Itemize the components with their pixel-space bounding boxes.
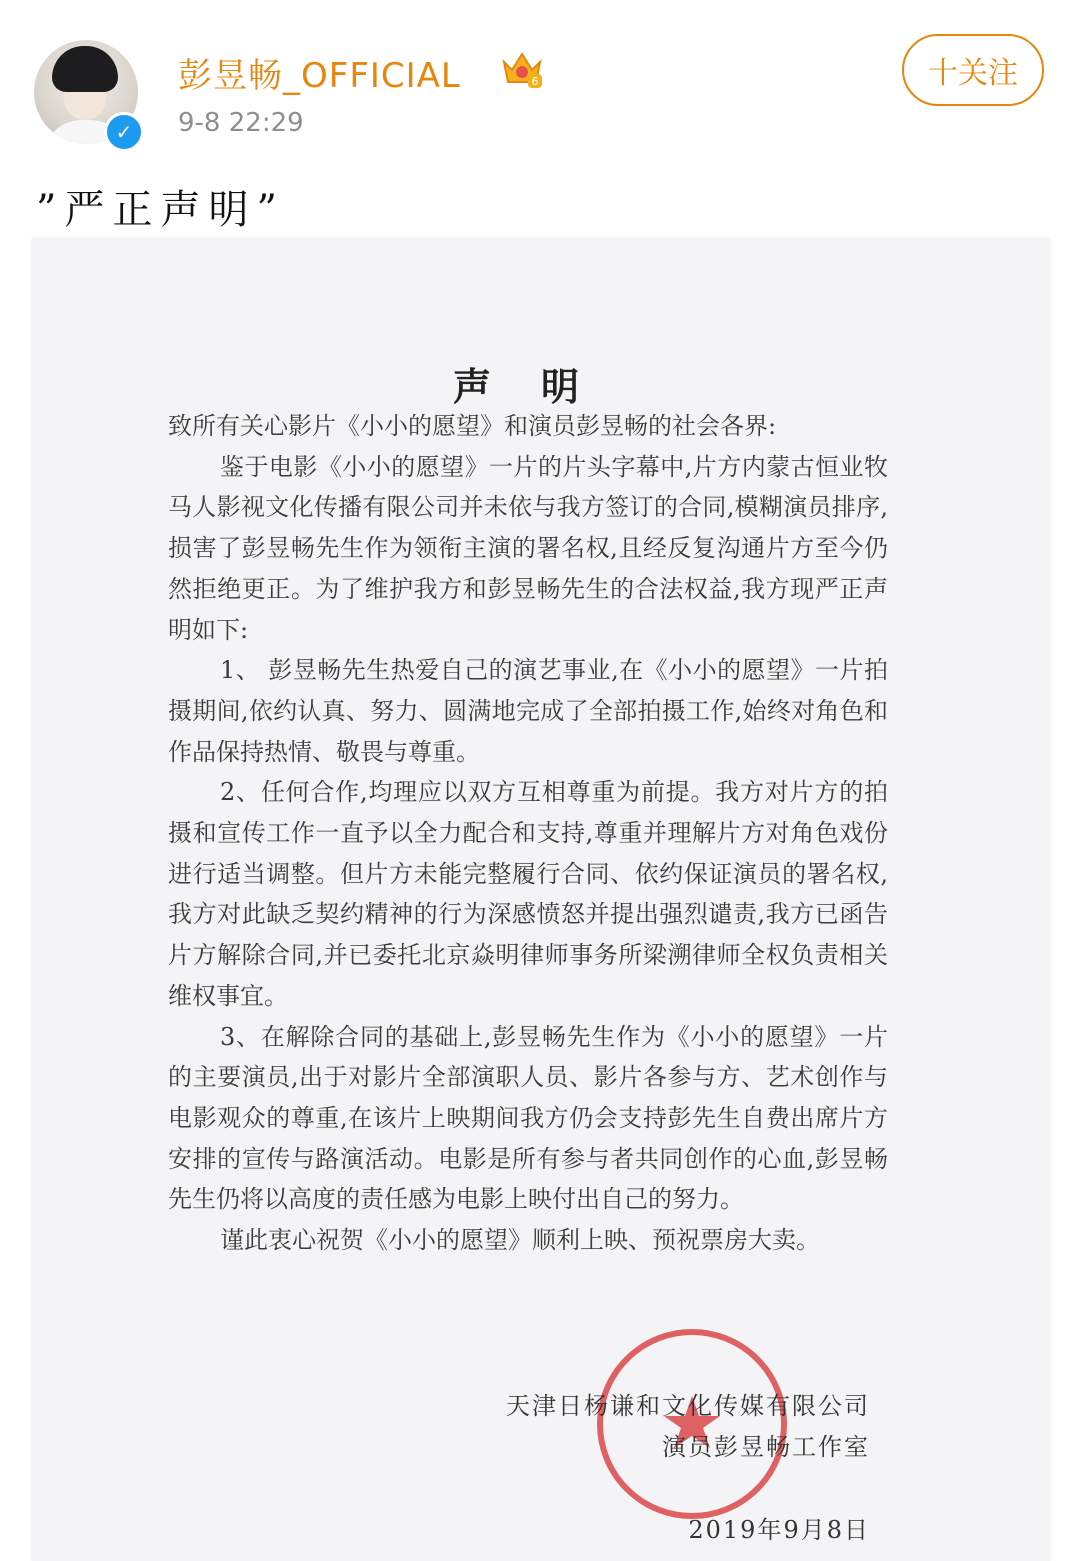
post-timestamp: 9-8 22:29	[178, 108, 304, 138]
company-seal-stamp	[592, 1324, 792, 1524]
signatory-studio: 演员彭昱畅工作室	[662, 1433, 870, 1461]
document-paragraph: 鉴于电影《小小的愿望》一片的片头字幕中,片方内蒙古恒业牧马人影视文化传播有限公司并未依与我方签订的合同,模糊演员排序,损害了彭昱畅先生作为领衔主演的署名权,且经反复沟通片方至今仍然拒绝更正。为了维护我方和彭昱畅先生的合法权益,我方现严正声明如下:	[168, 452, 888, 644]
document-paragraph: 3、在解除合同的基础上,彭昱畅先生作为《小小的愿望》一片的主要演员,出于对影片全部演职人员、影片各参与方、艺术创作与电影观众的尊重,在该片上映期间我方仍会支持彭先生自费出席片方安排的宣传与路演活动。电影是所有参与者共同创作的心血,彭昱畅先生仍将以高度的责任感为电影上映付出自己的努力。	[168, 1022, 888, 1214]
document-body	[168, 406, 888, 1261]
document-greeting: 致所有关心影片《小小的愿望》和演员彭昱畅的社会各界:	[168, 412, 777, 440]
svg-text:6: 6	[531, 75, 539, 88]
signatory-company: 天津日杨谦和文化传媒有限公司	[506, 1392, 870, 1420]
document-paragraph: 1、 彭昱畅先生热爱自己的演艺事业,在《小小的愿望》一片拍摄期间,依约认真、努力、圆满地完成了全部拍摄工作,始终对角色和作品保持热情、敬畏与尊重。	[168, 656, 888, 766]
follow-button[interactable]: 十关注	[902, 34, 1044, 106]
avatar-hair	[52, 46, 118, 92]
crown-vip-icon[interactable]	[500, 46, 544, 90]
document-paragraph: 谨此衷心祝贺《小小的愿望》顺利上映、预祝票房大卖。	[220, 1226, 820, 1255]
username[interactable]: 彭昱畅_OFFICIAL	[178, 56, 461, 96]
document-title: 声明	[452, 364, 629, 409]
post-text: ”严正声明”	[36, 187, 285, 233]
statement-date: 2019年9月8日	[688, 1516, 870, 1544]
document-paragraph: 2、任何合作,均理应以双方互相尊重为前提。我方对片方的拍摄和宣传工作一直予以全力配合和支持,尊重并理解片方对角色戏份进行适当调整。但片方未能完整履行合同、依约保证演员的署名权,我方对此缺乏契约精神的行为深感愤怒并提出强烈谴责,我方已函告片方解除合同,并已委托北京焱明律师事务所梁溯律师全权负责相关维权事宜。	[168, 778, 888, 1010]
verified-badge-icon: ✓	[104, 112, 144, 152]
statement-document-image[interactable]	[32, 238, 1050, 1561]
post-header	[0, 0, 1080, 160]
